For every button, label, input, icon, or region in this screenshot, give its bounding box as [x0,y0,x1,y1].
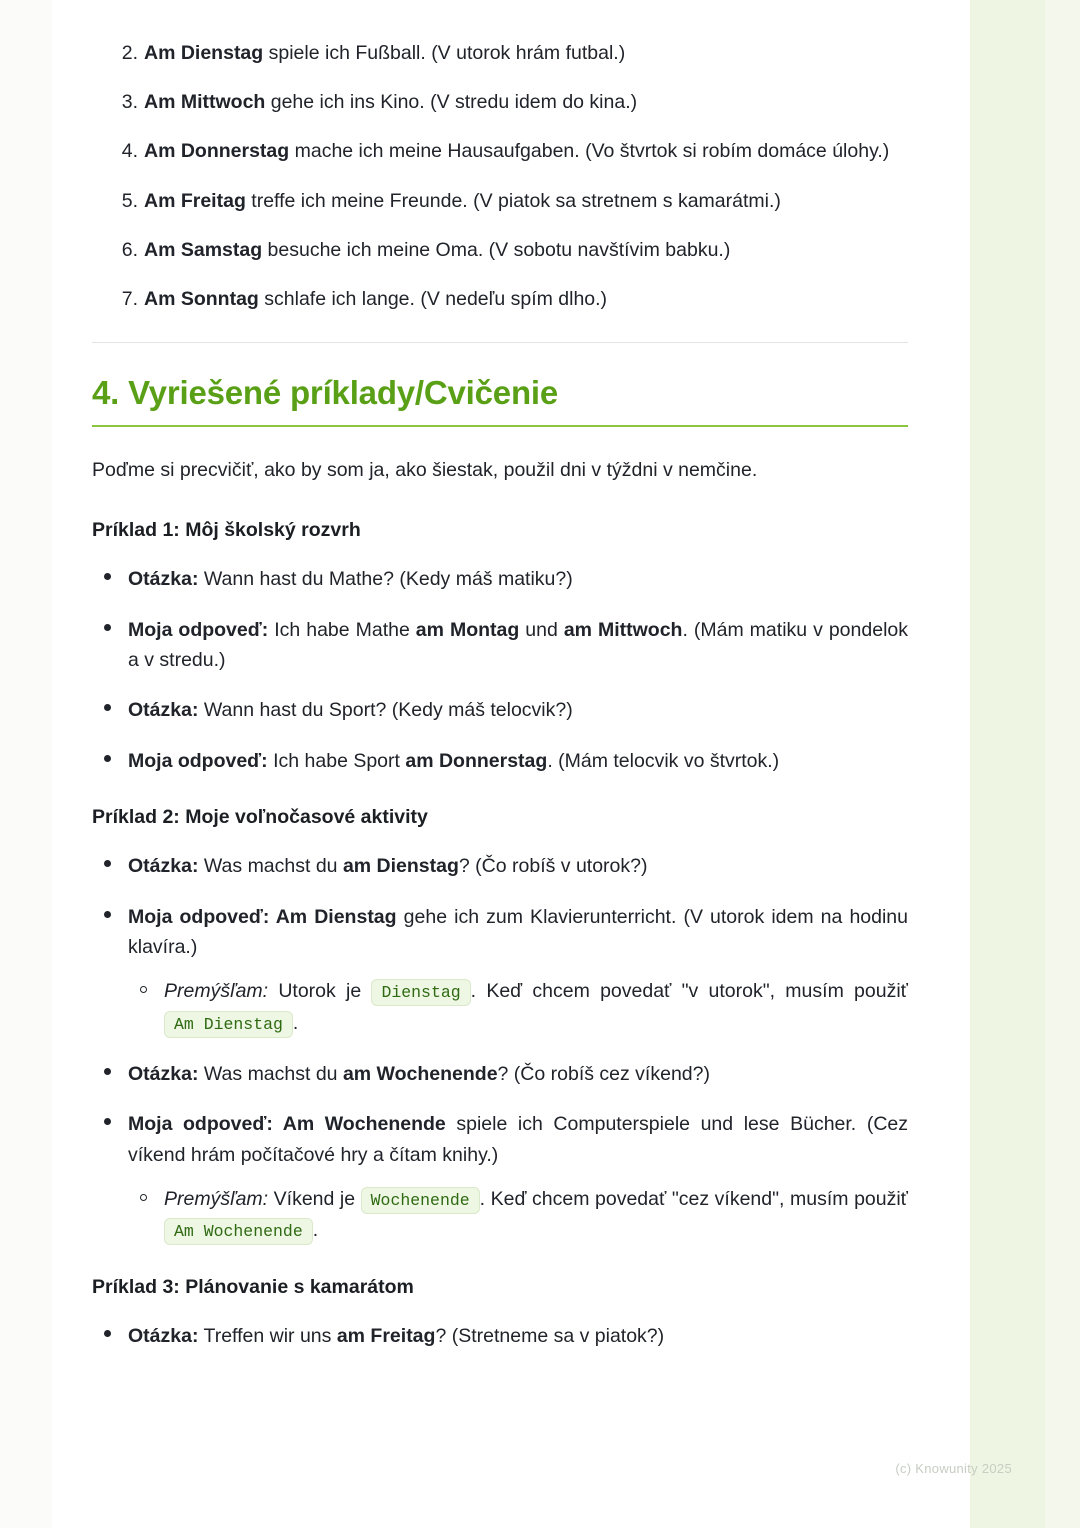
thinking-text: Utorok je [268,980,372,1003]
list-item-text: gehe ich ins Kino. (V stredu idem do kina.) [265,91,638,114]
thinking-note-list [128,1184,908,1246]
list-item [128,1059,908,1089]
question-text: ? (Stretneme sa v piatok?) [435,1325,665,1348]
answer-label: Moja odpoveď: Am Wochenende [128,1113,446,1136]
answer-text: gehe ich zum Klavierunterricht. (V utorok idem na hodinu klavíra.) [128,905,908,958]
list-marker: 2. [121,42,138,64]
bullet-icon [104,860,111,867]
question-label: Otázka: [128,855,199,878]
list-item [121,136,908,166]
bullet-icon [104,573,111,580]
answer-label: Moja odpoveď: [128,749,268,772]
thinking-note-list [128,976,908,1038]
question-label: Otázka: [128,699,199,722]
list-marker: 6. [121,238,138,261]
answer-label: Moja odpoveď: Am Dienstag [128,905,397,928]
answer-highlight: am Mittwoch [563,618,683,641]
list-marker: 5. [121,189,138,212]
watermark: (c) Knowunity 2025 [895,1461,1012,1476]
right-accent-strip [970,0,1080,1528]
list-item [121,87,908,117]
answer-label: Moja odpoveď: [128,618,269,641]
answer-text: und [519,618,564,641]
code-chip: Am Dienstag [164,1011,293,1038]
code-chip: Am Wochenende [164,1218,313,1245]
question-text: Wann hast du Sport? (Kedy máš telocvik?) [198,699,573,722]
bullet-icon [104,911,111,918]
question-text: Treffen wir uns [198,1325,337,1348]
list-item [128,695,908,725]
answer-highlight: am Donnerstag [405,749,548,772]
question-text: Wann hast du Mathe? (Kedy máš matiku?) [198,568,573,591]
answer-text: spiele ich Computerspiele und lese Bücher. (Cez víkend hrám počítačové hry a čítam knihy.) [128,1113,908,1166]
page-title: 4. Vyriešené príklady/Cvičenie [92,374,559,412]
list-marker: 3. [121,91,138,114]
list-item [121,38,908,68]
list-item [128,1109,908,1246]
list-item-text: besuche ich meine Oma. (V sobotu navštívim babku.) [262,238,731,261]
answer-text: . (Mám telocvik vo štvrtok.) [547,749,780,772]
thinking-text: Víkend je [268,1187,361,1210]
list-item-text: schlafe ich lange. (V nedeľu spím dlho.) [258,288,608,311]
list-item [121,186,908,216]
example-1-list [92,564,908,776]
list-item [121,235,908,265]
title-underline [92,425,908,427]
thinking-text: . [292,1011,299,1034]
list-item-bold: Am Dienstag [144,42,264,64]
thinking-text: . Keď chcem povedať "v utorok", musím použiť [470,980,908,1003]
list-item [128,746,908,776]
thinking-text: . Keď chcem povedať "cez víkend", musím použiť [479,1187,908,1210]
thinking-label: Premýšľam: [164,1187,269,1210]
answer-text: Ich habe Sport [267,749,406,772]
sub-bullet-icon [140,986,147,993]
bullet-icon [104,1330,111,1337]
list-item-text: spiele ich Fußball. (V utorok hrám futbal.) [263,42,626,64]
example-3-title: Príklad 3: Plánovanie s kamarátom [92,1276,414,1299]
question-label: Otázka: [128,568,199,591]
question-text: ? (Čo robíš v utorok?) [458,855,648,878]
question-highlight: am Freitag [336,1325,436,1348]
list-item [128,564,908,594]
list-item-bold: Am Donnerstag [144,140,290,163]
list-marker: 7. [121,288,138,311]
thinking-text: . [312,1219,319,1242]
list-item [128,902,908,1039]
bullet-icon [104,1068,111,1075]
right-accent-inner [1045,0,1080,1528]
bullet-icon [104,755,111,762]
section-divider [92,342,908,343]
list-marker: 4. [121,140,138,163]
document-content [52,0,970,1528]
code-chip: Wochenende [361,1187,480,1214]
section-intro: Poďme si precvičiť, ako by som ja, ako šiestak, použil dni v týždni v nemčine. [92,458,758,481]
question-label: Otázka: [128,1325,199,1348]
bullet-icon [104,624,111,631]
thinking-label: Premýšľam: [164,980,269,1003]
list-item [121,284,908,314]
bullet-icon [104,704,111,711]
example-2-list [92,851,908,1246]
bullet-icon [104,1118,111,1125]
left-margin-strip [0,0,53,1528]
list-item-bold: Am Mittwoch [144,91,266,114]
example-2-title: Príklad 2: Moje voľnočasové aktivity [92,806,428,829]
sub-bullet-icon [140,1194,147,1201]
question-text: ? (Čo robíš cez víkend?) [497,1062,710,1085]
list-item-bold: Am Samstag [144,238,263,261]
question-label: Otázka: [128,1062,199,1085]
question-text: Was machst du [198,1062,343,1085]
list-item-bold: Am Freitag [144,189,246,212]
answer-highlight: am Montag [415,618,520,641]
answer-text: Ich habe Mathe [268,618,416,641]
list-item [164,1184,908,1246]
list-item-text: mache ich meine Hausaufgaben. (Vo štvrtok si robím domáce úlohy.) [289,140,890,163]
list-item [128,615,908,676]
example-1-title: Príklad 1: Môj školský rozvrh [92,519,361,542]
question-highlight: am Dienstag [342,855,459,878]
list-item-bold: Am Sonntag [144,288,259,311]
answer-text: . (Mám matiku v pondelok a v stredu.) [128,618,908,671]
list-item [164,976,908,1038]
list-item-text: treffe ich meine Freunde. (V piatok sa stretnem s kamarátmi.) [245,189,781,212]
question-highlight: am Wochenende [342,1062,498,1085]
question-text: Was machst du [198,855,343,878]
list-item [128,1321,908,1351]
example-3-list [92,1321,908,1351]
weekday-sentence-list [92,38,908,314]
code-chip: Dienstag [371,979,470,1006]
list-item [128,851,908,881]
